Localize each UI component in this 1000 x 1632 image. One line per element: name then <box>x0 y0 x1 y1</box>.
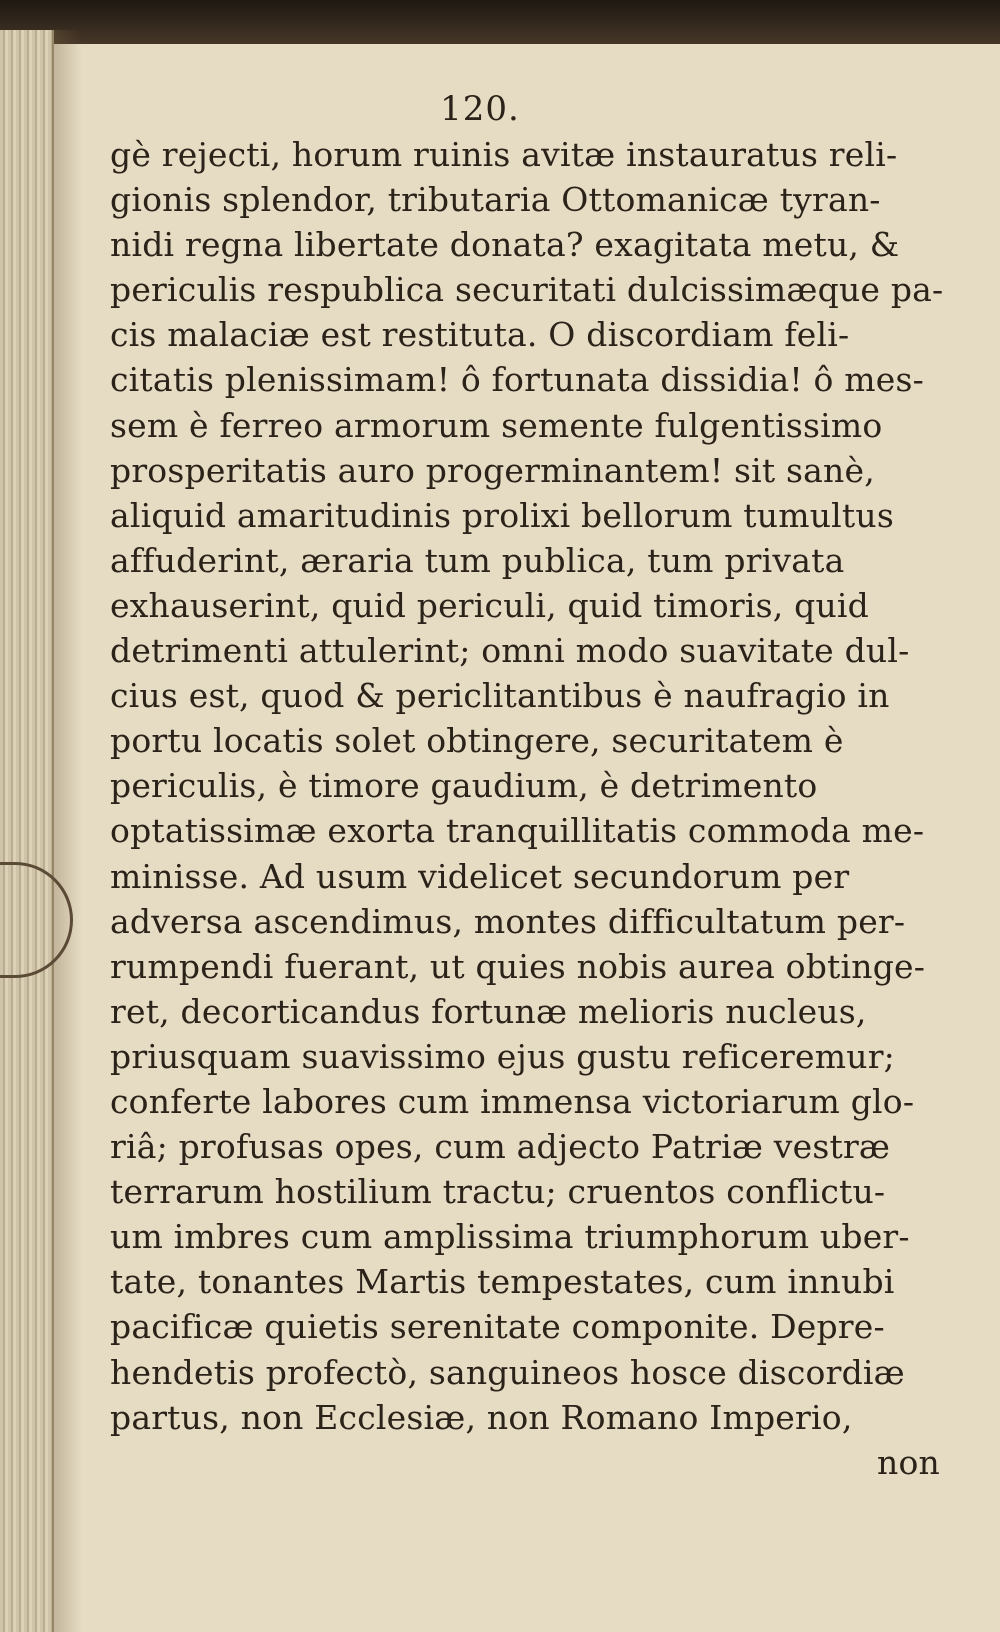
text-line: nidi regna libertate donata? exagitata metu, & <box>110 225 900 265</box>
page-text-block <box>110 86 990 1485</box>
catchword: non <box>877 1442 940 1482</box>
text-line: minisse. Ad usum videlicet secundorum per <box>110 856 850 896</box>
text-line: prosperitatis auro progerminantem! sit sanè, <box>110 450 875 490</box>
text-line: exhauserint, quid periculi, quid timoris, quid <box>110 585 869 625</box>
text-line: sem è ferreo armorum semente fulgentissimo <box>110 405 883 445</box>
text-line: gè rejecti, horum ruinis avitæ instauratus reli- <box>110 135 898 174</box>
text-line: rumpendi fuerant, ut quies nobis aurea obtinge- <box>110 946 926 986</box>
text-line: hendetis profectò, sanguineos hosce discordiæ <box>110 1352 905 1392</box>
text-line: citatis plenissimam! ô fortunata dissidia! ô mes- <box>110 360 925 400</box>
text-line: aliquid amaritudinis prolixi bellorum tumultus <box>110 495 894 535</box>
text-line: detrimenti attulerint; omni modo suavitate dul- <box>110 631 910 671</box>
text-line: optatissimæ exorta tranquillitatis commoda me- <box>110 811 925 851</box>
text-line: periculis, è timore gaudium, è detrimento <box>110 766 818 806</box>
text-line: partus, non Ecclesiæ, non Romano Imperio, <box>110 1397 853 1437</box>
text-line: pacificæ quietis serenitate componite. Depre- <box>110 1307 885 1347</box>
text-line: terrarum hostilium tractu; cruentos conflictu- <box>110 1172 886 1212</box>
text-line: tate, tonantes Martis tempestates, cum innubi <box>110 1262 895 1302</box>
page-number: 120. <box>440 89 520 129</box>
text-line: conferte labores cum immensa victoriarum glo- <box>110 1081 915 1121</box>
page-top-shadow <box>0 0 1000 44</box>
text-line: priusquam suavissimo ejus gustu reficeremur; <box>110 1036 895 1076</box>
text-line: portu locatis solet obtingere, securitatem è <box>110 721 844 761</box>
text-line: riâ; profusas opes, cum adjecto Patriæ vestræ <box>110 1127 891 1167</box>
text-line: ret, decorticandus fortunæ melioris nucleus, <box>110 991 867 1031</box>
text-line: periculis respublica securitati dulcissimæque pa- <box>110 270 944 310</box>
text-line: um imbres cum amplissima triumphorum uber- <box>110 1217 910 1257</box>
text-line: cius est, quod & periclitantibus è naufragio in <box>110 676 890 716</box>
text-line: affuderint, æraria tum publica, tum privata <box>110 540 845 580</box>
text-line: gionis splendor, tributaria Ottomanicæ tyran- <box>110 180 881 220</box>
text-lines <box>110 132 990 1440</box>
gutter-shadow <box>52 30 82 1632</box>
book-page-edges <box>0 30 54 1632</box>
text-line: adversa ascendimus, montes difficultatum per- <box>110 901 906 941</box>
text-line: cis malaciæ est restituta. O discordiam feli- <box>110 315 850 355</box>
